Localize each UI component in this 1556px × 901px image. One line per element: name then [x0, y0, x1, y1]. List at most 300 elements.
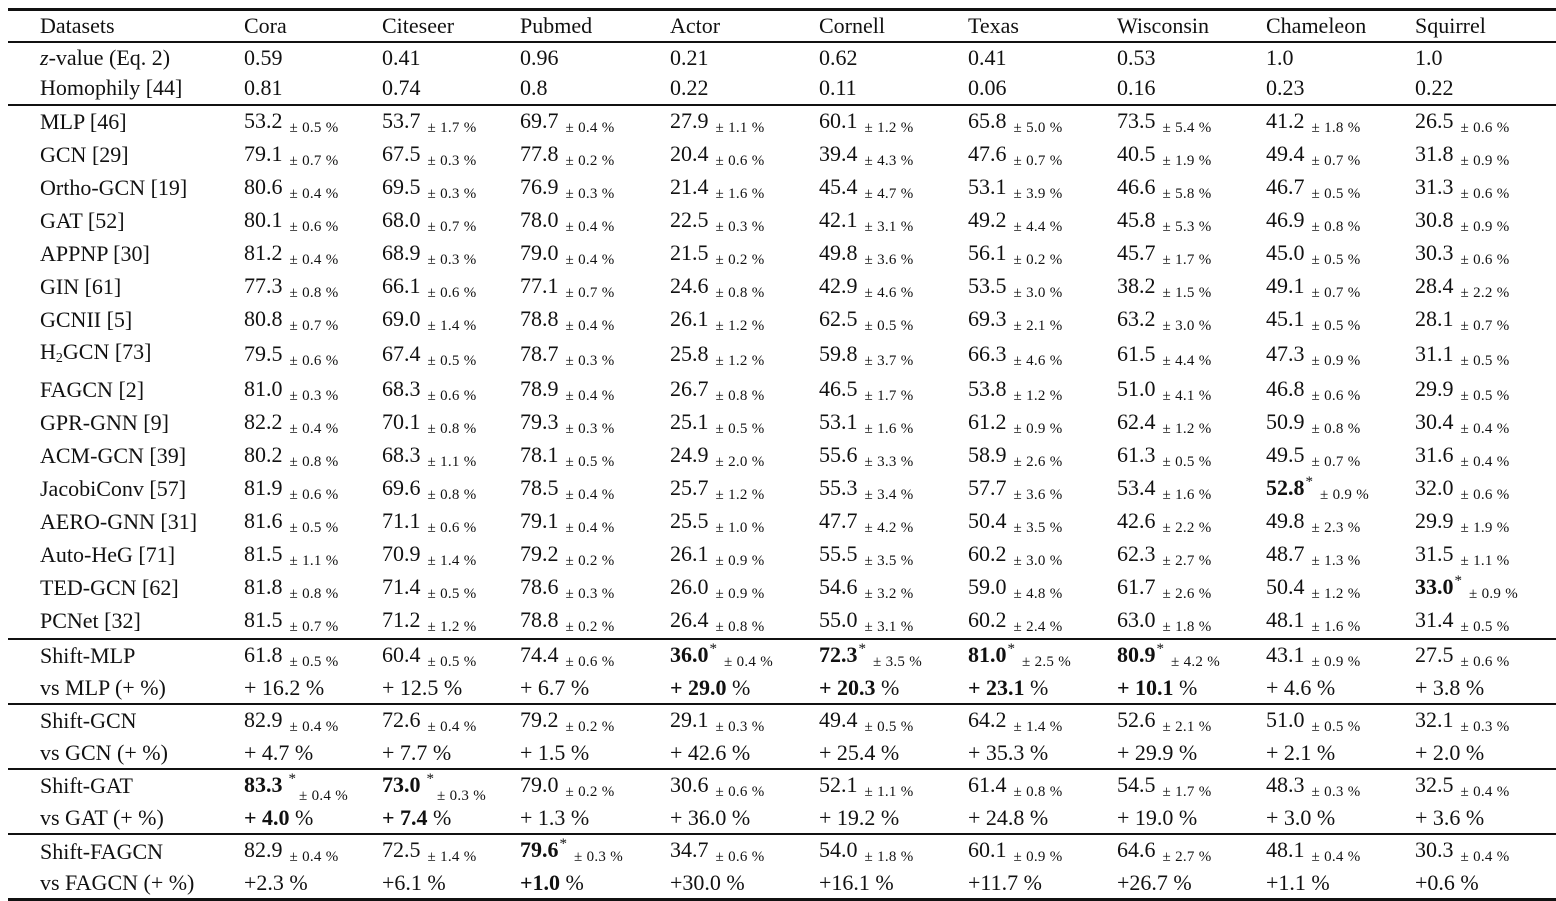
table-cell — [813, 440, 962, 473]
cell-std: ± 3.1 % — [864, 218, 914, 235]
cell-std: ± 1.2 % — [1013, 387, 1063, 404]
table-cell — [1260, 374, 1409, 407]
cell-value: 79.5 — [244, 340, 283, 366]
row-label: vs GCN (+ %) — [40, 739, 168, 765]
cell-value: 54.0 — [819, 837, 858, 863]
cell-std: ± 0.6 % — [1460, 653, 1510, 670]
cell-value: 60.1 — [968, 837, 1007, 863]
cell-value: 51.0 — [1117, 375, 1156, 401]
cell-std: ± 0.7 % — [289, 618, 339, 635]
table-cell — [664, 337, 813, 374]
table-cell — [376, 337, 514, 374]
cell-std: ± 0.7 % — [565, 284, 615, 301]
cell-std: ± 0.3 % — [715, 218, 765, 235]
cell-std: ± 5.0 % — [1013, 119, 1063, 136]
cell-value: 71.4 — [382, 573, 421, 599]
header-dataset: Squirrel — [1409, 10, 1556, 43]
cell-std: ± 0.9 % — [1013, 420, 1063, 437]
cell-value: 54.5 — [1117, 771, 1156, 797]
baseline-row — [8, 304, 1556, 337]
table-cell — [1111, 407, 1260, 440]
cell-std: ± 1.1 % — [289, 552, 339, 569]
cell-std: ± 1.7 % — [864, 387, 914, 404]
cell-value: 60.4 — [382, 641, 421, 667]
table-cell — [376, 704, 514, 738]
table-cell — [1111, 205, 1260, 238]
cell-value: 49.4 — [1266, 140, 1305, 166]
baseline-row — [8, 605, 1556, 639]
cell-std: ± 0.5 % — [1311, 185, 1361, 202]
cell-value: 40.5 — [1117, 140, 1156, 166]
cell-std: ± 0.5 % — [1162, 453, 1212, 470]
header-dataset: Pubmed — [514, 10, 664, 43]
table-cell — [813, 238, 962, 271]
cell-std: ± 1.8 % — [1162, 618, 1212, 635]
cell-value: 79.3 — [520, 408, 559, 434]
table-cell — [514, 172, 664, 205]
table-cell — [664, 440, 813, 473]
cell-std: ± 0.4 % — [299, 787, 349, 804]
cell-value: 58.9 — [968, 441, 1007, 467]
table-cell — [1260, 337, 1409, 374]
table-cell — [962, 834, 1111, 868]
stats-row — [8, 42, 1556, 73]
cell-std: ± 0.3 % — [715, 718, 765, 735]
cell-value: 52.1 — [819, 771, 858, 797]
cell-value: 25.1 — [670, 408, 709, 434]
cell-std: ± 0.6 % — [715, 783, 765, 800]
gain-value: + 12.5 % — [382, 674, 463, 700]
cell-std: ± 0.5 % — [427, 585, 477, 602]
baseline-row — [8, 374, 1556, 407]
cell-value: 83.3 — [244, 771, 283, 797]
gain-value: +1.0 — [520, 870, 561, 896]
cell-std: ± 0.3 % — [565, 420, 615, 437]
table-cell — [664, 803, 813, 834]
table-cell: 0.41 — [376, 42, 514, 73]
cell-value: 29.1 — [670, 706, 709, 732]
table-cell — [962, 738, 1111, 769]
header-datasets: Datasets — [8, 10, 238, 43]
table-cell — [813, 304, 962, 337]
cell-std: ± 1.2 % — [1311, 585, 1361, 602]
cell-std: ± 0.7 % — [1311, 152, 1361, 169]
gain-unit: % — [1179, 674, 1198, 700]
cell-std: ± 0.3 % — [574, 849, 624, 866]
table-cell — [238, 105, 376, 139]
cell-std: ± 1.1 % — [715, 119, 765, 136]
baseline-row — [8, 337, 1556, 374]
gain-value: + 3.8 % — [1415, 674, 1485, 700]
cell-value: 28.4 — [1415, 272, 1454, 298]
cell-std: ± 0.4 % — [565, 251, 615, 268]
table-cell — [962, 473, 1111, 506]
table-cell — [514, 868, 664, 900]
cell-std: ± 4.8 % — [1013, 585, 1063, 602]
cell-value: 42.9 — [819, 272, 858, 298]
cell-value: 70.9 — [382, 540, 421, 566]
table-cell — [813, 506, 962, 539]
table-cell — [238, 172, 376, 205]
cell-value: 25.8 — [670, 340, 709, 366]
table-cell — [1409, 639, 1556, 673]
cell-value: 55.6 — [819, 441, 858, 467]
cell-value: 78.5 — [520, 474, 559, 500]
cell-std: ± 2.6 % — [1162, 585, 1212, 602]
table-cell — [664, 572, 813, 605]
table-cell — [1260, 769, 1409, 803]
row-label: Ortho-GCN [19] — [40, 175, 188, 201]
row-label: GAT [52] — [40, 208, 125, 234]
cell-std: ± 0.6 % — [1460, 486, 1510, 503]
cell-std: ± 0.6 % — [427, 387, 477, 404]
table-cell — [664, 407, 813, 440]
table-cell — [514, 205, 664, 238]
baseline-row — [8, 172, 1556, 205]
cell-std: ± 1.1 % — [864, 783, 914, 800]
table-cell — [1409, 738, 1556, 769]
cell-std: ± 4.6 % — [864, 284, 914, 301]
table-cell — [1409, 304, 1556, 337]
header-dataset: Chameleon — [1260, 10, 1409, 43]
row-label-text: GCN [73] — [62, 338, 152, 364]
cell-std: ± 0.6 % — [427, 284, 477, 301]
cell-value: 78.7 — [520, 340, 559, 366]
cell-value: 21.4 — [670, 173, 709, 199]
cell-std: ± 0.2 % — [565, 718, 615, 735]
table-cell — [376, 769, 514, 803]
cell-value: 46.5 — [819, 375, 858, 401]
table-cell — [376, 238, 514, 271]
table-cell — [1260, 539, 1409, 572]
cell-std: ± 0.4 % — [1311, 849, 1361, 866]
cell-std: ± 3.1 % — [864, 618, 914, 635]
table-cell — [962, 868, 1111, 900]
table-cell — [238, 374, 376, 407]
table-cell — [514, 803, 664, 834]
table-cell — [1409, 473, 1556, 506]
table-cell — [1111, 139, 1260, 172]
cell-value: 61.7 — [1117, 573, 1156, 599]
table-header-row — [8, 10, 1556, 43]
table-cell — [514, 440, 664, 473]
table-cell — [238, 605, 376, 639]
cell-value: 25.7 — [670, 474, 709, 500]
cell-std: ± 5.4 % — [1162, 119, 1212, 136]
table-cell — [664, 271, 813, 304]
cell-value: 68.9 — [382, 239, 421, 265]
cell-std: ± 0.7 % — [1311, 453, 1361, 470]
cell-std: ± 0.9 % — [1460, 152, 1510, 169]
shift-model-row — [8, 834, 1556, 868]
table-cell: 0.59 — [238, 42, 376, 73]
cell-std: ± 0.6 % — [289, 352, 339, 369]
table-cell — [664, 172, 813, 205]
cell-std: ± 1.9 % — [1162, 152, 1212, 169]
table-cell — [664, 834, 813, 868]
cell-value: 49.8 — [819, 239, 858, 265]
cell-std: ± 0.8 % — [715, 284, 765, 301]
table-cell — [1260, 238, 1409, 271]
baseline-row — [8, 105, 1556, 139]
table-cell — [962, 639, 1111, 673]
table-cell — [1409, 440, 1556, 473]
row-label: vs GAT (+ %) — [40, 805, 164, 831]
cell-std: ± 1.8 % — [1311, 119, 1361, 136]
table-cell — [238, 704, 376, 738]
table-cell — [813, 834, 962, 868]
cell-std: ± 0.6 % — [715, 849, 765, 866]
header-dataset: Wisconsin — [1111, 10, 1260, 43]
table-cell — [1260, 868, 1409, 900]
cell-value: 64.2 — [968, 706, 1007, 732]
table-cell — [1409, 868, 1556, 900]
baseline-row — [8, 539, 1556, 572]
table-cell — [238, 506, 376, 539]
gain-value: + 20.3 — [819, 674, 876, 700]
table-cell — [238, 738, 376, 769]
cell-value: 28.1 — [1415, 305, 1454, 331]
cell-value: 26.0 — [670, 573, 709, 599]
cell-std: ± 1.2 % — [715, 486, 765, 503]
cell-std: ± 1.6 % — [715, 185, 765, 202]
table-cell — [514, 834, 664, 868]
cell-std: ± 2.6 % — [1013, 453, 1063, 470]
row-label: Shift-FAGCN — [8, 834, 238, 868]
gain-value: + 3.6 % — [1415, 805, 1485, 831]
cell-std: ± 0.2 % — [565, 152, 615, 169]
cell-value: 70.1 — [382, 408, 421, 434]
table-cell — [376, 572, 514, 605]
cell-value: 66.3 — [968, 340, 1007, 366]
cell-std: ± 0.2 % — [565, 783, 615, 800]
baseline-row — [8, 506, 1556, 539]
cell-std: ± 1.7 % — [1162, 251, 1212, 268]
cell-value: 81.6 — [244, 507, 283, 533]
table-cell — [1260, 473, 1409, 506]
table-cell — [238, 673, 376, 704]
gain-row — [8, 673, 1556, 704]
cell-value: 68.3 — [382, 441, 421, 467]
table-cell: 0.23 — [1266, 75, 1305, 101]
table-cell — [1260, 506, 1409, 539]
cell-std: ± 0.5 % — [1460, 352, 1510, 369]
cell-std: ± 3.0 % — [1013, 284, 1063, 301]
cell-value: 59.8 — [819, 340, 858, 366]
cell-value: 36.0 — [670, 641, 709, 667]
cell-std: ± 0.3 % — [427, 251, 477, 268]
table-cell — [1409, 769, 1556, 803]
table-cell — [1260, 139, 1409, 172]
table-cell — [813, 139, 962, 172]
table-cell — [962, 205, 1111, 238]
table-cell — [514, 374, 664, 407]
row-label: GPR-GNN [9] — [40, 410, 169, 436]
table-cell — [1409, 673, 1556, 704]
table-cell — [238, 304, 376, 337]
cell-value: 31.1 — [1415, 340, 1454, 366]
table-cell — [813, 205, 962, 238]
table-cell — [962, 769, 1111, 803]
cell-std: ± 1.3 % — [1311, 552, 1361, 569]
gain-value: + 42.6 % — [670, 739, 751, 765]
cell-std: ± 1.1 % — [1460, 552, 1510, 569]
cell-std: ± 0.7 % — [1013, 152, 1063, 169]
table-cell — [664, 738, 813, 769]
cell-value: 30.3 — [1415, 837, 1454, 863]
cell-std: ± 0.8 % — [715, 387, 765, 404]
table-cell — [962, 506, 1111, 539]
table-cell — [1260, 205, 1409, 238]
cell-std: ± 1.2 % — [715, 352, 765, 369]
table-cell — [376, 473, 514, 506]
cell-value: 69.6 — [382, 474, 421, 500]
cell-value: 76.9 — [520, 173, 559, 199]
cell-value: 60.2 — [968, 540, 1007, 566]
cell-value: 72.3 — [819, 641, 858, 667]
row-label: Homophily [44] — [40, 75, 183, 101]
table-cell — [376, 205, 514, 238]
table-cell — [238, 337, 376, 374]
cell-std: ± 2.0 % — [715, 453, 765, 470]
cell-std: ± 0.8 % — [1311, 420, 1361, 437]
cell-std: ± 1.5 % — [1162, 284, 1212, 301]
cell-std: ± 0.8 % — [427, 420, 477, 437]
gain-value: + 23.1 — [968, 674, 1025, 700]
cell-value: 53.8 — [968, 375, 1007, 401]
cell-value: 39.4 — [819, 140, 858, 166]
table-cell — [376, 834, 514, 868]
gain-row — [8, 868, 1556, 900]
table-cell — [238, 868, 376, 900]
cell-std: ± 4.6 % — [1013, 352, 1063, 369]
table-cell — [238, 271, 376, 304]
best-marker: * — [1305, 473, 1313, 490]
cell-value: 54.6 — [819, 573, 858, 599]
cell-std: ± 0.9 % — [1320, 486, 1370, 503]
cell-std: ± 3.7 % — [864, 352, 914, 369]
table-cell — [1111, 572, 1260, 605]
cell-std: ± 3.5 % — [873, 653, 923, 670]
cell-std: ± 1.4 % — [427, 849, 477, 866]
cell-value: 46.6 — [1117, 173, 1156, 199]
gain-value: +2.3 % — [244, 870, 308, 896]
cell-value: 81.5 — [244, 540, 283, 566]
header-dataset: Actor — [664, 10, 813, 43]
cell-std: ± 1.2 % — [715, 317, 765, 334]
cell-value: 61.5 — [1117, 340, 1156, 366]
cell-value: 48.3 — [1266, 771, 1305, 797]
table-cell — [238, 139, 376, 172]
cell-value: 30.4 — [1415, 408, 1454, 434]
gain-value: + 6.7 % — [520, 674, 590, 700]
cell-std: ± 0.6 % — [565, 653, 615, 670]
table-cell: 0.22 — [670, 75, 709, 101]
cell-std: ± 0.5 % — [1460, 618, 1510, 635]
gain-value: + 10.1 — [1117, 674, 1174, 700]
cell-std: ± 4.7 % — [864, 185, 914, 202]
cell-value: 31.6 — [1415, 441, 1454, 467]
gain-value: + 2.1 % — [1266, 739, 1336, 765]
table-cell — [962, 704, 1111, 738]
cell-std: ± 1.2 % — [427, 618, 477, 635]
cell-value: 45.1 — [1266, 305, 1305, 331]
cell-value: 81.0 — [968, 641, 1007, 667]
cell-std: ± 0.6 % — [715, 152, 765, 169]
cell-value: 34.7 — [670, 837, 709, 863]
table-cell — [1409, 704, 1556, 738]
cell-std: ± 0.4 % — [1460, 453, 1510, 470]
cell-value: 49.4 — [819, 706, 858, 732]
cell-value: 65.8 — [968, 107, 1007, 133]
cell-value: 49.5 — [1266, 441, 1305, 467]
gain-value: + 4.7 % — [244, 739, 314, 765]
row-label: GCNII [5] — [40, 307, 133, 333]
table-cell — [813, 172, 962, 205]
cell-std: ± 3.4 % — [864, 486, 914, 503]
table-cell: 0.11 — [819, 75, 857, 101]
cell-value: 53.5 — [968, 272, 1007, 298]
table-cell — [376, 868, 514, 900]
gain-value: + 29.0 — [670, 674, 727, 700]
cell-value: 61.2 — [968, 408, 1007, 434]
baseline-row — [8, 407, 1556, 440]
cell-value: 38.2 — [1117, 272, 1156, 298]
table-cell — [1409, 238, 1556, 271]
table-cell — [1111, 440, 1260, 473]
cell-std: ± 1.2 % — [864, 119, 914, 136]
cell-std: ± 0.4 % — [289, 849, 339, 866]
cell-std: ± 0.3 % — [1311, 783, 1361, 800]
cell-std: ± 3.0 % — [1162, 317, 1212, 334]
table-cell — [376, 304, 514, 337]
cell-std: ± 0.3 % — [565, 585, 615, 602]
cell-value: 55.0 — [819, 606, 858, 632]
cell-std: ± 0.5 % — [715, 420, 765, 437]
table-cell — [376, 539, 514, 572]
gain-value: +0.6 % — [1415, 870, 1479, 896]
gain-value: + 7.4 — [382, 805, 428, 831]
table-cell — [962, 304, 1111, 337]
cell-value: 26.1 — [670, 305, 709, 331]
cell-std: ± 0.9 % — [1311, 352, 1361, 369]
gain-unit: % — [732, 674, 751, 700]
cell-std: ± 0.3 % — [289, 387, 339, 404]
cell-std: ± 2.7 % — [1162, 849, 1212, 866]
cell-value: 33.0 — [1415, 573, 1454, 599]
baseline-row — [8, 238, 1556, 271]
table-cell — [376, 639, 514, 673]
cell-value: 50.4 — [968, 507, 1007, 533]
cell-std: ± 0.5 % — [565, 453, 615, 470]
cell-value: 79.6 — [520, 837, 559, 863]
table-cell — [514, 769, 664, 803]
table-cell — [962, 673, 1111, 704]
cell-std: ± 0.5 % — [1311, 718, 1361, 735]
header-dataset: Cornell — [813, 10, 962, 43]
gain-value: + 4.6 % — [1266, 674, 1336, 700]
cell-value: 32.5 — [1415, 771, 1454, 797]
cell-std: ± 1.9 % — [1460, 519, 1510, 536]
table-cell — [813, 803, 962, 834]
gain-value: + 3.0 % — [1266, 805, 1336, 831]
table-cell: 0.8 — [520, 75, 548, 101]
cell-value: 81.2 — [244, 239, 283, 265]
cell-value: 77.3 — [244, 272, 283, 298]
cell-std: ± 1.4 % — [427, 317, 477, 334]
cell-std: ± 0.5 % — [427, 653, 477, 670]
cell-value: 71.1 — [382, 507, 421, 533]
